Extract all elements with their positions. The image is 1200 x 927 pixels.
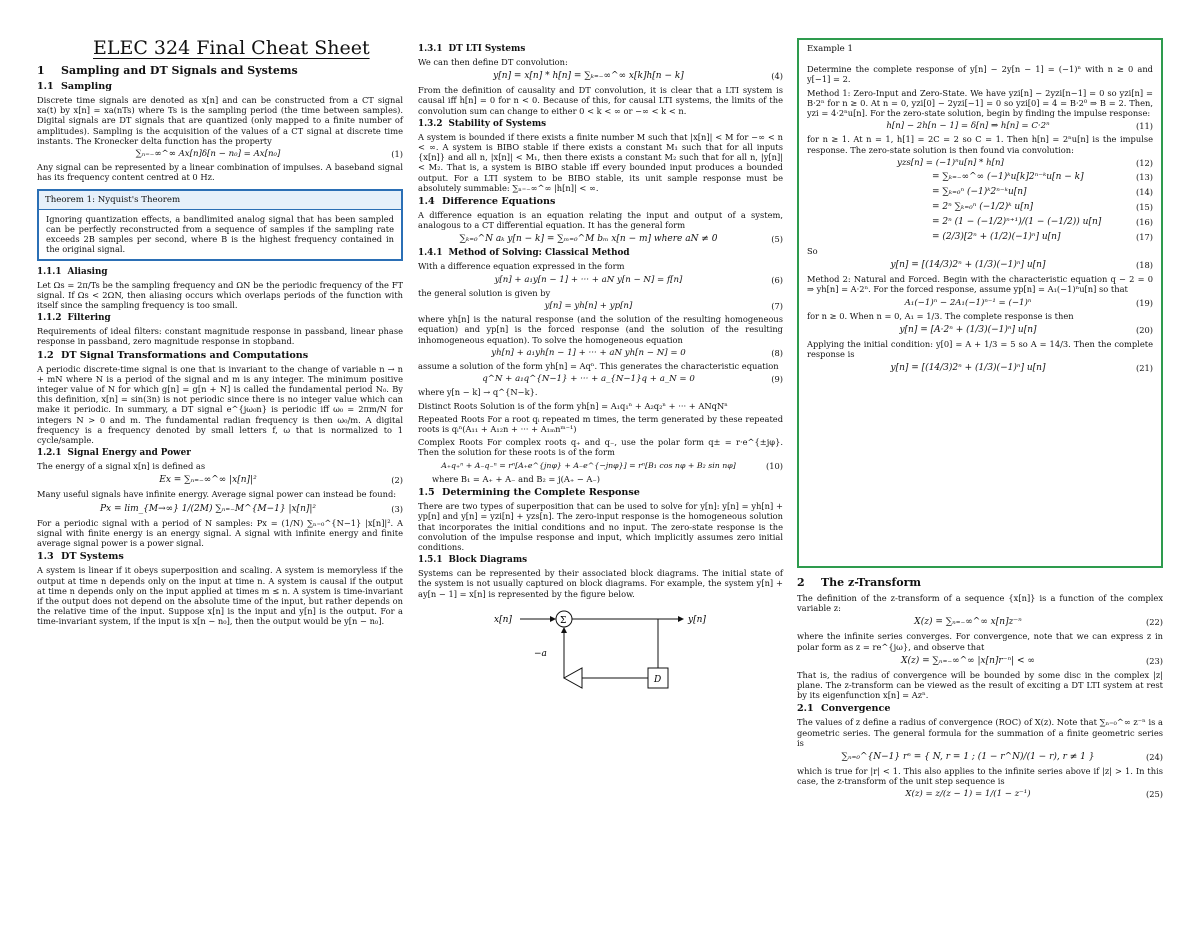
paragraph: Any signal can be represented by a linear combination of impulses. A baseband signal has its frequency content centred at 0 Hz. xyxy=(37,162,403,183)
paragraph: for n ≥ 1. At n = 1, h[1] = 2C = 2 so C = 1. Then h[n] = 2ⁿu[n] is the impulse response. The zero-state solution is then found via convolution: xyxy=(807,134,1153,155)
paragraph: assume a solution of the form yh[n] = Aqⁿ. This generates the characteristic equation xyxy=(418,361,779,372)
equation-11: h[n] − 2h[n − 1] = δ[n] ⇒ h[n] = C·2ⁿ (11) xyxy=(886,121,1153,132)
equation-14: = ∑ₖ₌₀ⁿ (−1)ᵏ2ⁿ⁻ᵏu[n] (14) xyxy=(932,186,1153,198)
paragraph: Method 2: Natural and Forced. Begin with the characteristic equation q − 2 = 0 ⇒ yh[n] = A·2ⁿ. For the forced response, assume yp[n] = A₁(−1)ⁿu[n] so that xyxy=(807,274,1153,295)
equation-6: y[n] + a₁y[n − 1] + ··· + aN y[n − N] = f[n] (6) xyxy=(494,274,783,285)
subsection-heading: 1.4 Difference Equations xyxy=(418,196,556,208)
column-3 xyxy=(797,38,1163,803)
paragraph: Applying the initial condition: y[0] = A + 1/3 = 5 so A = 14/3. Then the complete response is xyxy=(807,339,1153,360)
subsection-heading: 1.5 Determining the Complete Response xyxy=(418,487,640,499)
subsubsection-heading: 1.1.2 Filtering xyxy=(37,313,111,324)
equation-20: y[n] = [A·2ⁿ + (1/3)(−1)ⁿ] u[n] (20) xyxy=(899,324,1153,336)
roots-complex: Complex Roots For complex roots q₊ and q₋, use the polar form q± = r·e^{±jφ}. Then the solution for these roots is of the form xyxy=(418,437,783,458)
example-title: Example 1 xyxy=(807,44,853,54)
equation-23: X(z) = ∑ₙ₌₋∞^∞ |x[n]r⁻ⁿ| < ∞ (23) xyxy=(901,655,1163,666)
paragraph: With a difference equation expressed in the form xyxy=(418,261,625,272)
paragraph: There are two types of superposition that can be used to solve for y[n]: y[n] = yh[n] + yp[n] and y[n] = yzi[n] + yzs[n]. The zero-input response is the homogeneous solution that incorporates the initial conditions and no input. The zero-state response is the convolution of the impulse response and input, which implicitly assumes zero initial conditions. xyxy=(418,501,783,552)
equation-25: X(z) = z/(z − 1) = 1/(1 − z⁻¹) (25) xyxy=(905,789,1163,800)
diagram-sum-label: Σ xyxy=(560,615,567,626)
paragraph: Many useful signals have infinite energy. Average signal power can instead be found: xyxy=(37,489,397,500)
subsubsection-heading: 1.4.1 Method of Solving: Classical Method xyxy=(418,248,630,259)
paragraph: The values of z define a radius of convergence (ROC) of X(z). Note that ∑ₙ₌₀^∞ z⁻ⁿ is a geometric series. The general formula for the summation of a finite geometric series is xyxy=(797,717,1163,748)
paragraph: Requirements of ideal filters: constant magnitude response in passband, linear phase response in passband, zero magnitude response in stopband. xyxy=(37,326,403,347)
equation-15: = 2ⁿ ∑ₖ₌₀ⁿ (−1/2)ᵏ u[n] (15) xyxy=(932,201,1153,213)
subsubsection-heading: 1.2.1 Signal Energy and Power xyxy=(37,448,191,459)
equation-4: y[n] = x[n] * h[n] = ∑ₖ₌₋∞^∞ x[k]h[n − k] (4) xyxy=(493,71,783,82)
equation-5: ∑ₖ₌₀^N aₖ y[n − k] = ∑ₘ₌₀^M bₘ x[n − m] where aN ≠ 0 (5) xyxy=(459,234,783,245)
paragraph: The definition of the z-transform of a sequence {x[n]} is a function of the complex variable z: xyxy=(797,593,1163,614)
theorem-box xyxy=(37,189,403,261)
equation-8: yh[n] + a₁yh[n − 1] + ··· + aN yh[n − N] = 0 (8) xyxy=(491,347,783,358)
equation-22: X(z) = ∑ₙ₌₋∞^∞ x[n]z⁻ⁿ (22) xyxy=(914,617,1163,628)
paragraph: where yh[n] is the natural response (and the solution of the resulting homogeneous equation) and yp[n] is the forced response (and the solution of the resulting inhomogeneous equation). To solve the homogeneous equation xyxy=(418,314,783,345)
equation-18: y[n] = [(14/3)2ⁿ + (1/3)(−1)ⁿ] u[n] (18) xyxy=(890,260,1153,271)
roots-repeated: Repeated Roots For a root qᵢ repeated m times, the term generated by these repeated roots is qᵢⁿ(A₁₁ + A₁₂n + ··· + A₁ₘnᵐ⁻¹) xyxy=(418,413,783,435)
paragraph: So xyxy=(807,246,818,257)
page-title: ELEC 324 Final Cheat Sheet xyxy=(93,37,370,59)
paragraph: For a periodic signal with a period of N samples: Px = (1/N) ∑ₙ₌₀^{N−1} |x[n]|². A signal with finite energy is an energy signal. A signal with infinite energy and finite average signal power is a power signal. xyxy=(37,517,403,549)
roots-distinct: Distinct Roots Solution is of the form yh[n] = A₁q₁ⁿ + A₂q₂ⁿ + ··· + ANqNⁿ xyxy=(418,400,728,411)
column-2 xyxy=(418,44,783,704)
paragraph: We can then define DT convolution: xyxy=(418,57,568,67)
paragraph: where y[n − k] → q^{N−k}. xyxy=(418,387,538,398)
equation-7: y[n] = yh[n] + yp[n] (7) xyxy=(544,301,783,312)
diagram-output-label: y[n] xyxy=(688,614,706,625)
paragraph: That is, the radius of convergence will be bounded by some disc in the complex |z| plane. The z-transform can be viewed as the result of exciting a DT LTI system at rest by its eigenfunction x[n] = Azⁿ. xyxy=(797,669,1163,701)
section-heading: 1 Sampling and DT Signals and Systems xyxy=(37,64,298,77)
gain-block xyxy=(564,668,582,688)
equation-13: = ∑ₖ₌₋∞^∞ (−1)ᵏu[k]2ⁿ⁻ᵏu[n − k] (13) xyxy=(932,171,1153,183)
equation-1: ∑ₙ₌₋∞^∞ Ax[n]δ[n − n₀] = Ax[n₀] (1) xyxy=(135,149,403,160)
paragraph: The energy of a signal x[n] is defined as xyxy=(37,461,206,472)
subsection-heading: 1.3 DT Systems xyxy=(37,551,124,563)
subsection-heading: 1.2 DT Signal Transformations and Computations xyxy=(37,349,309,361)
equation-24: ∑ₙ₌₀^{N−1} rⁿ = { N, r = 1 ; (1 − r^N)/(1 − r), r ≠ 1 } (24) xyxy=(841,751,1163,763)
subsubsection-heading: 1.5.1 Block Diagrams xyxy=(418,555,528,566)
section-heading: 2 The z-Transform xyxy=(797,576,922,589)
paragraph: Determine the complete response of y[n] − 2y[n − 1] = (−1)ⁿ with n ≥ 0 and y[−1] = 2. xyxy=(807,64,1153,85)
equation-10: A₊q₊ⁿ + A₋q₋ⁿ = rⁿ[A₊e^{jnφ} + A₋e^{−jnφ}] = rⁿ[B₁ cos nφ + B₂ sin nφ] (10) xyxy=(441,460,783,471)
subsubsection-heading: 1.3.1 DT LTI Systems xyxy=(418,44,526,54)
theorem-body: Ignoring quantization effects, a bandlimited analog signal that has been sampled can be perfectly reconstructed from a sequence of samples if the sampling rate exceeds 2B samples per second, where B is the highest frequency contained in the original signal. xyxy=(46,213,394,255)
paragraph: the general solution is given by xyxy=(418,287,551,298)
equation-12: yzs[n] = (−1)ⁿu[n] * h[n] (12) xyxy=(897,157,1153,168)
subsubsection-heading: 1.3.2 Stability of Systems xyxy=(418,118,547,129)
paragraph: where the infinite series converges. For convergence, note that we can express z in polar form as z = re^{jω}, and observe that xyxy=(797,631,1163,652)
equation-17: = (2/3)[2ⁿ + (1/2)(−1)ⁿ] u[n] (17) xyxy=(932,231,1153,243)
equation-21: y[n] = [(14/3)2ⁿ + (1/3)(−1)ⁿ] u[n] (21) xyxy=(890,363,1153,374)
theorem-title: Theorem 1: Nyquist's Theorem xyxy=(39,191,401,210)
equation-16: = 2ⁿ (1 − (−1/2)ⁿ⁺¹)/(1 − (−1/2)) u[n] (16) xyxy=(932,216,1153,228)
block-diagram xyxy=(488,606,728,702)
paragraph: A system is bounded if there exists a finite number M such that |x[n]| < M for −∞ < n < ∞. A system is BIBO stable if there exists a constant M₁ such that for all inputs {x[n]} and all n, |x[n]| < M₁, then there exists a constant M₂ such that for all n, |y[n]| < M₂. That is, a system is BIBO stable iff every bounded input produces a bounded output. For a LTI system to be BIBO stable, its unit sample response must be absolutely summable: ∑ₙ₌₋∞^∞ |h[n]| < ∞. xyxy=(418,131,783,193)
paragraph: A difference equation is an equation relating the input and output of a system, analogous to a CT differential equation. It has the general form xyxy=(418,210,783,231)
subsubsection-heading: 1.1.1 Aliasing xyxy=(37,266,108,277)
equation-3: Px = lim_{M→∞} 1/(2M) ∑ₙ₌₋M^{M−1} |x[n]|² (3) xyxy=(99,503,403,514)
equation-9: q^N + a₁q^{N−1} + ··· + a_{N−1}q + a_N = 0 (9) xyxy=(482,374,783,385)
paragraph: A system is linear if it obeys superposition and scaling. A system is memoryless if the output at time n depends only on the input at time n. A system is causal if the output at time n depends only on the input applied at times m ≤ n. A system is time-invariant if the output does not depend on the absolute time of the input, but rather depends on the relative time of the input. Suppose x[n] is the input and y[n] is the output. For a time-invariant system, if the input is x[n − n₀], then the output would be y[n − n₀]. xyxy=(37,565,403,627)
paragraph: Systems can be represented by their associated block diagrams. The initial state of the system is not usually captured on block diagrams. For example, the system y[n] + ay[n − 1] = x[n] is represented by the figure below. xyxy=(418,568,783,599)
subsection-heading: 1.1 Sampling xyxy=(37,81,112,92)
paragraph: From the definition of causality and DT convolution, it is clear that a LTI system is causal iff h[n] = 0 for n < 0. Because of this, for causal LTI systems, the limits of the convolution sum can change to either 0 < k < ∞ or −∞ < k < n. xyxy=(418,85,783,116)
paragraph: where B₁ = A₊ + A₋ and B₂ = j(A₊ − A₋) xyxy=(432,473,601,484)
column-1 xyxy=(37,36,403,630)
paragraph: Let Ωs = 2π/Ts be the sampling frequency and ΩN be the periodic frequency of the FT signal. If Ωs < 2ΩN, then aliasing occurs which overlaps periods of the function with itself since the sampling frequency is too small. xyxy=(37,279,403,311)
paragraph: A periodic discrete-time signal is one that is invariant to the change of variable n → n + mN where N is a period of the signal and m is any integer. The minimum positive integer value of N for which g[n] = g[n + N] is called the fundamental period N₀. By this definition, x[n] = sin(3n) is not periodic since there is no integer value which can make it periodic. In summary, a DT signal e^{jω₀n} is periodic iff ω₀ = 2πm/N for integers N > 0 and m. The fundamental radian frequency is then ω₀/m. A digital frequency is a frequency denoted by small letters f, ω that is normalized to 1 cycle/sample. xyxy=(37,363,403,446)
diagram-input-label: x[n] xyxy=(494,614,512,625)
diagram-gain-label: −a xyxy=(534,648,547,659)
equation-2: Ex = ∑ₙ₌₋∞^∞ |x[n]|² (2) xyxy=(159,475,403,486)
subsection-heading: 2.1 Convergence xyxy=(797,703,891,715)
example-box xyxy=(797,38,1163,568)
paragraph: Method 1: Zero-Input and Zero-State. We have yzi[n] − 2yzi[n−1] = 0 so yzi[n] = B·2ⁿ for n ≥ 0. At n = 0, yzi[0] − 2yzi[−1] = 0 so yzi[0] = 4 = B·2⁰ ⇒ B = 2. Then, yzi = 4·2ⁿu[n]. For the zero-state solution, begin by finding the impulse response: xyxy=(807,87,1153,119)
paragraph: which is true for |r| < 1. This also applies to the infinite series above if |z| > 1. In this case, the z-transform of the unit step sequence is xyxy=(797,766,1163,787)
paragraph: Discrete time signals are denoted as x[n] and can be constructed from a CT signal xa(t) by x[n] = xa(nTs) where Ts is the sampling period (the time between samples). Digital signals are DT signals that are quantized (only mapped to a finite number of amplitudes). Sampling is the acquisition of the values of a CT signal at discrete time instants. The Kronecker delta function has the property xyxy=(37,95,403,146)
diagram-delay-label: D xyxy=(654,674,662,685)
paragraph: for n ≥ 0. When n = 0, A₁ = 1/3. The complete response is then xyxy=(807,310,1074,321)
equation-19: A₁(−1)ⁿ − 2A₁(−1)ⁿ⁻¹ = (−1)ⁿ (19) xyxy=(904,297,1153,308)
